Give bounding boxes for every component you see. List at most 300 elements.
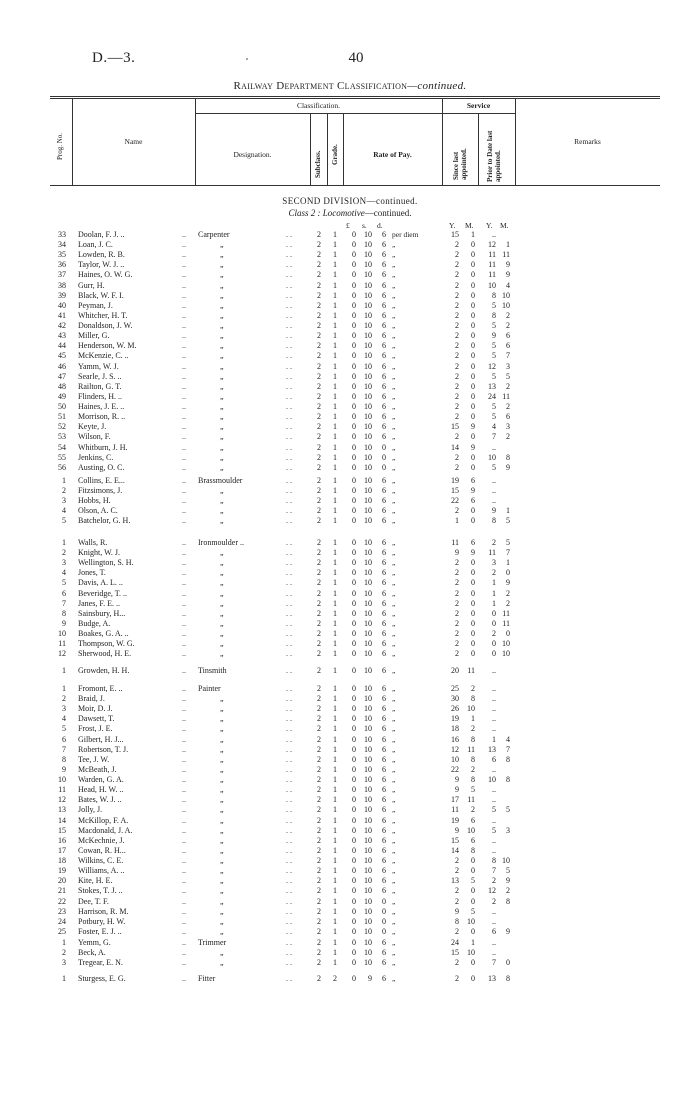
ly-cell: 2 bbox=[455, 310, 459, 320]
sub-cell: 2 bbox=[317, 649, 321, 659]
gr-cell: 1 bbox=[333, 866, 337, 876]
leader-dots: . . bbox=[286, 825, 292, 835]
s-cell: 10 bbox=[364, 649, 372, 659]
sub-cell: 2 bbox=[317, 558, 321, 568]
leader-dots: . . bbox=[286, 538, 292, 547]
d-cell: 6 bbox=[382, 684, 386, 693]
lm-cell: 0 bbox=[471, 300, 475, 310]
leader-dots: .. bbox=[182, 432, 186, 442]
s-cell: 10 bbox=[364, 568, 372, 578]
designation-cell: „ . . bbox=[220, 734, 292, 744]
header-remarks: Remarks bbox=[574, 137, 601, 146]
pm-cell: 2 bbox=[506, 321, 510, 331]
sub-cell: 2 bbox=[317, 926, 321, 936]
ly-cell: 2 bbox=[455, 331, 459, 341]
s-cell: 10 bbox=[364, 805, 372, 815]
l-cell: 0 bbox=[352, 734, 356, 744]
page-title-cont: —continued. bbox=[407, 80, 467, 92]
py-cell: 11 bbox=[488, 260, 496, 270]
leader-dots: .. bbox=[182, 916, 186, 926]
leader-dots: . . bbox=[286, 916, 292, 926]
leader-dots: .. bbox=[182, 496, 186, 506]
pm-cell: 10 bbox=[502, 300, 510, 310]
prog-no-cell: 36 bbox=[58, 260, 66, 270]
leader-dots: .. bbox=[182, 230, 186, 239]
s-cell: 10 bbox=[364, 754, 372, 764]
unit-months-prior: M. bbox=[500, 221, 509, 230]
per-cell: „ bbox=[392, 876, 396, 886]
name-cell: Frost, J. E. .. bbox=[78, 724, 186, 734]
pm-cell: 11 bbox=[502, 618, 510, 628]
leader-dots: . . bbox=[286, 886, 292, 896]
prog-no-cell: 24 bbox=[58, 916, 66, 926]
prog-no-cell: 55 bbox=[58, 452, 66, 462]
per-cell: „ bbox=[392, 402, 396, 412]
per-cell: „ bbox=[392, 734, 396, 744]
d-cell: 6 bbox=[382, 785, 386, 795]
py-cell: .. bbox=[492, 714, 496, 724]
leader-dots: . . bbox=[286, 845, 292, 855]
pm-cell: 1 bbox=[506, 506, 510, 516]
s-cell: 10 bbox=[364, 341, 372, 351]
l-cell: 0 bbox=[352, 845, 356, 855]
ly-cell: 2 bbox=[455, 578, 459, 588]
sub-cell: 2 bbox=[317, 815, 321, 825]
s-cell: 10 bbox=[364, 442, 372, 452]
leader-dots: .. bbox=[182, 866, 186, 876]
leader-dots: .. bbox=[182, 310, 186, 320]
prog-no-cell: 17 bbox=[58, 845, 66, 855]
sub-cell: 2 bbox=[317, 548, 321, 558]
designation-cell: Painter . . bbox=[198, 684, 292, 693]
ly-cell: 2 bbox=[455, 568, 459, 578]
pm-cell: 5 bbox=[506, 538, 510, 547]
ly-cell: 16 bbox=[451, 734, 459, 744]
sub-cell: 2 bbox=[317, 432, 321, 442]
leader-dots: . . bbox=[286, 442, 292, 452]
s-cell: 10 bbox=[364, 391, 372, 401]
gr-cell: 1 bbox=[333, 442, 337, 452]
l-cell: 0 bbox=[352, 486, 356, 496]
sub-cell: 2 bbox=[317, 578, 321, 588]
lm-cell: 5 bbox=[471, 876, 475, 886]
ly-cell: 30 bbox=[451, 694, 459, 704]
unit-years-last: Y. bbox=[449, 221, 456, 230]
designation-cell: „ . . bbox=[220, 381, 292, 391]
leader-dots: .. bbox=[182, 845, 186, 855]
gr-cell: 1 bbox=[333, 452, 337, 462]
per-cell: „ bbox=[392, 486, 396, 496]
lm-cell: 0 bbox=[471, 270, 475, 280]
py-cell: 5 bbox=[492, 351, 496, 361]
unit-years-prior: Y. bbox=[486, 221, 493, 230]
designation-cell: „ . . bbox=[220, 876, 292, 886]
sub-cell: 2 bbox=[317, 775, 321, 785]
leader-dots: .. bbox=[182, 639, 186, 649]
gr-cell: 1 bbox=[333, 476, 337, 485]
lm-cell: 0 bbox=[471, 896, 475, 906]
name-cell: Braid, J. .. bbox=[78, 694, 186, 704]
s-cell: 10 bbox=[364, 825, 372, 835]
gr-cell: 1 bbox=[333, 886, 337, 896]
d-cell: 6 bbox=[382, 402, 386, 412]
name-cell: Budge, A. .. bbox=[78, 618, 186, 628]
pm-cell: 3 bbox=[506, 825, 510, 835]
lm-cell: 6 bbox=[471, 815, 475, 825]
l-cell: 0 bbox=[352, 300, 356, 310]
leader-dots: . . bbox=[286, 906, 292, 916]
table-row bbox=[0, 957, 700, 968]
pm-cell: 6 bbox=[506, 412, 510, 422]
leader-dots: . . bbox=[286, 300, 292, 310]
d-cell: 6 bbox=[382, 764, 386, 774]
ly-cell: 2 bbox=[455, 381, 459, 391]
gr-cell: 1 bbox=[333, 694, 337, 704]
l-cell: 0 bbox=[352, 578, 356, 588]
sub-cell: 2 bbox=[317, 476, 321, 485]
gr-cell: 1 bbox=[333, 684, 337, 693]
l-cell: 0 bbox=[352, 938, 356, 947]
s-cell: 10 bbox=[364, 714, 372, 724]
lm-cell: 11 bbox=[467, 744, 475, 754]
d-cell: 6 bbox=[382, 516, 386, 526]
l-cell: 0 bbox=[352, 684, 356, 693]
gr-cell: 1 bbox=[333, 516, 337, 526]
py-cell: 13 bbox=[488, 381, 496, 391]
per-cell: „ bbox=[392, 290, 396, 300]
lm-cell: 8 bbox=[471, 775, 475, 785]
lm-cell: 0 bbox=[471, 558, 475, 568]
designation-cell: „ . . bbox=[220, 331, 292, 341]
designation-cell: „ . . bbox=[220, 639, 292, 649]
ly-cell: 15 bbox=[451, 486, 459, 496]
ly-cell: 10 bbox=[451, 754, 459, 764]
ly-cell: 2 bbox=[455, 462, 459, 472]
gr-cell: 1 bbox=[333, 321, 337, 331]
l-cell: 0 bbox=[352, 906, 356, 916]
lm-cell: 5 bbox=[471, 906, 475, 916]
d-cell: 6 bbox=[382, 300, 386, 310]
lm-cell: 0 bbox=[471, 974, 475, 983]
ly-cell: 2 bbox=[455, 866, 459, 876]
gr-cell: 1 bbox=[333, 391, 337, 401]
ly-cell: 2 bbox=[455, 280, 459, 290]
designation-cell: „ . . bbox=[220, 290, 292, 300]
leader-dots: .. bbox=[182, 835, 186, 845]
header-since-last: Since last appointed. bbox=[452, 148, 468, 180]
leader-dots: .. bbox=[182, 785, 186, 795]
sub-cell: 2 bbox=[317, 704, 321, 714]
ly-cell: 2 bbox=[455, 371, 459, 381]
class-suffix: —continued. bbox=[364, 208, 412, 218]
gr-cell: 1 bbox=[333, 240, 337, 250]
s-cell: 10 bbox=[364, 280, 372, 290]
gr-cell: 1 bbox=[333, 331, 337, 341]
pm-cell: 2 bbox=[506, 310, 510, 320]
leader-dots: . . bbox=[286, 876, 292, 886]
designation-cell: „ . . bbox=[220, 724, 292, 734]
ly-cell: 2 bbox=[455, 290, 459, 300]
pm-cell: 4 bbox=[506, 280, 510, 290]
prog-no-cell: 4 bbox=[62, 714, 66, 724]
ly-cell: 15 bbox=[451, 422, 459, 432]
name-cell: Olson, A. C. .. bbox=[78, 506, 186, 516]
l-cell: 0 bbox=[352, 666, 356, 675]
leader-dots: . . bbox=[286, 608, 292, 618]
s-cell: 10 bbox=[364, 250, 372, 260]
sub-cell: 2 bbox=[317, 351, 321, 361]
ly-cell: 19 bbox=[451, 815, 459, 825]
gr-cell: 1 bbox=[333, 938, 337, 947]
d-cell: 6 bbox=[382, 230, 386, 239]
sub-cell: 2 bbox=[317, 734, 321, 744]
designation-cell: „ . . bbox=[220, 608, 292, 618]
pm-cell: 0 bbox=[506, 568, 510, 578]
s-cell: 10 bbox=[364, 886, 372, 896]
lm-cell: 0 bbox=[471, 371, 475, 381]
py-cell: .. bbox=[492, 815, 496, 825]
l-cell: 0 bbox=[352, 629, 356, 639]
table-row bbox=[0, 462, 700, 473]
per-cell: „ bbox=[392, 391, 396, 401]
designation-cell: „ . . bbox=[220, 598, 292, 608]
lm-cell: 9 bbox=[471, 422, 475, 432]
name-cell: Gilbert, H. J... .. bbox=[78, 734, 186, 744]
d-cell: 6 bbox=[382, 694, 386, 704]
py-cell: 1 bbox=[492, 598, 496, 608]
leader-dots: .. bbox=[182, 240, 186, 250]
name-cell: Jenkins, C. .. bbox=[78, 452, 186, 462]
name-cell: Haines, J. E. .. .. bbox=[78, 402, 186, 412]
header-subclass: Subclass. bbox=[314, 150, 322, 178]
sub-cell: 2 bbox=[317, 974, 321, 983]
lm-cell: 0 bbox=[471, 250, 475, 260]
s-cell: 9 bbox=[368, 974, 372, 983]
designation-cell: „ . . bbox=[220, 506, 292, 516]
per-cell: „ bbox=[392, 775, 396, 785]
s-cell: 10 bbox=[364, 734, 372, 744]
s-cell: 10 bbox=[364, 856, 372, 866]
prog-no-cell: 9 bbox=[62, 618, 66, 628]
sub-cell: 2 bbox=[317, 694, 321, 704]
designation-cell: „ . . bbox=[220, 916, 292, 926]
d-cell: 0 bbox=[382, 442, 386, 452]
ly-cell: 2 bbox=[455, 432, 459, 442]
designation-cell: „ . . bbox=[220, 516, 292, 526]
prog-no-cell: 1 bbox=[62, 476, 66, 485]
gr-cell: 1 bbox=[333, 876, 337, 886]
per-cell: „ bbox=[392, 331, 396, 341]
sub-cell: 2 bbox=[317, 876, 321, 886]
py-cell: 8 bbox=[492, 290, 496, 300]
s-cell: 10 bbox=[364, 310, 372, 320]
sub-cell: 2 bbox=[317, 835, 321, 845]
py-cell: .. bbox=[492, 785, 496, 795]
lm-cell: 0 bbox=[471, 568, 475, 578]
prog-no-cell: 51 bbox=[58, 412, 66, 422]
l-cell: 0 bbox=[352, 694, 356, 704]
designation-cell: „ . . bbox=[220, 805, 292, 815]
lm-cell: 0 bbox=[471, 618, 475, 628]
d-cell: 6 bbox=[382, 568, 386, 578]
d-cell: 6 bbox=[382, 486, 386, 496]
pm-cell: 9 bbox=[506, 876, 510, 886]
leader-dots: .. bbox=[182, 568, 186, 578]
s-cell: 10 bbox=[364, 629, 372, 639]
pm-cell: 0 bbox=[506, 629, 510, 639]
designation-cell: „ . . bbox=[220, 341, 292, 351]
leader-dots: .. bbox=[182, 906, 186, 916]
designation-cell: „ . . bbox=[220, 856, 292, 866]
leader-dots: .. bbox=[182, 805, 186, 815]
prog-no-cell: 48 bbox=[58, 381, 66, 391]
l-cell: 0 bbox=[352, 974, 356, 983]
ly-cell: 2 bbox=[455, 588, 459, 598]
s-cell: 10 bbox=[364, 694, 372, 704]
lm-cell: 0 bbox=[471, 856, 475, 866]
leader-dots: .. bbox=[182, 381, 186, 391]
leader-dots: . . bbox=[286, 724, 292, 734]
leader-dots: . . bbox=[286, 310, 292, 320]
s-cell: 10 bbox=[364, 240, 372, 250]
per-cell: „ bbox=[392, 886, 396, 896]
name-cell: Boakes, G. A. .. .. bbox=[78, 629, 186, 639]
s-cell: 10 bbox=[364, 764, 372, 774]
lm-cell: 0 bbox=[471, 926, 475, 936]
d-cell: 6 bbox=[382, 948, 386, 958]
pm-cell: 11 bbox=[502, 391, 510, 401]
py-cell: .. bbox=[492, 442, 496, 452]
py-cell: .. bbox=[492, 230, 496, 239]
sub-cell: 2 bbox=[317, 588, 321, 598]
leader-dots: . . bbox=[286, 548, 292, 558]
s-cell: 10 bbox=[364, 938, 372, 947]
designation-cell: „ . . bbox=[220, 391, 292, 401]
l-cell: 0 bbox=[352, 608, 356, 618]
prog-no-cell: 6 bbox=[62, 588, 66, 598]
lm-cell: 0 bbox=[471, 432, 475, 442]
sub-cell: 2 bbox=[317, 598, 321, 608]
sub-cell: 2 bbox=[317, 906, 321, 916]
l-cell: 0 bbox=[352, 886, 356, 896]
s-cell: 10 bbox=[364, 608, 372, 618]
pm-cell: 9 bbox=[506, 270, 510, 280]
l-cell: 0 bbox=[352, 825, 356, 835]
py-cell: 10 bbox=[488, 775, 496, 785]
sub-cell: 2 bbox=[317, 300, 321, 310]
l-cell: 0 bbox=[352, 476, 356, 485]
py-cell: .. bbox=[492, 906, 496, 916]
py-cell: .. bbox=[492, 486, 496, 496]
gr-cell: 1 bbox=[333, 230, 337, 239]
prog-no-cell: 7 bbox=[62, 598, 66, 608]
leader-dots: . . bbox=[286, 321, 292, 331]
prog-no-cell: 50 bbox=[58, 402, 66, 412]
ly-cell: 2 bbox=[455, 351, 459, 361]
d-cell: 6 bbox=[382, 496, 386, 506]
s-cell: 10 bbox=[364, 866, 372, 876]
per-cell: „ bbox=[392, 422, 396, 432]
gr-cell: 1 bbox=[333, 280, 337, 290]
pm-cell: 6 bbox=[506, 331, 510, 341]
py-cell: 8 bbox=[492, 856, 496, 866]
ly-cell: 1 bbox=[455, 516, 459, 526]
s-cell: 10 bbox=[364, 588, 372, 598]
prog-no-cell: 11 bbox=[58, 639, 66, 649]
lm-cell: 0 bbox=[471, 866, 475, 876]
s-cell: 10 bbox=[364, 290, 372, 300]
gr-cell: 1 bbox=[333, 639, 337, 649]
prog-no-cell: 1 bbox=[62, 538, 66, 547]
gr-cell: 1 bbox=[333, 351, 337, 361]
name-cell: Donaldson, J. W. .. bbox=[78, 321, 186, 331]
per-cell: „ bbox=[392, 516, 396, 526]
lm-cell: 0 bbox=[471, 331, 475, 341]
gr-cell: 1 bbox=[333, 845, 337, 855]
name-cell: Doolan, F. J. .. .. bbox=[78, 230, 186, 239]
py-cell: 5 bbox=[492, 300, 496, 310]
lm-cell: 6 bbox=[471, 835, 475, 845]
s-cell: 10 bbox=[364, 260, 372, 270]
ly-cell: 2 bbox=[455, 412, 459, 422]
prog-no-cell: 1 bbox=[62, 666, 66, 675]
pm-cell: 2 bbox=[506, 402, 510, 412]
prog-no-cell: 5 bbox=[62, 578, 66, 588]
lm-cell: 8 bbox=[471, 694, 475, 704]
prog-no-cell: 2 bbox=[62, 548, 66, 558]
sub-cell: 2 bbox=[317, 724, 321, 734]
gr-cell: 1 bbox=[333, 764, 337, 774]
py-cell: 12 bbox=[488, 240, 496, 250]
name-cell: Jolly, J. .. bbox=[78, 805, 186, 815]
designation-cell: „ . . bbox=[220, 694, 292, 704]
d-cell: 6 bbox=[382, 280, 386, 290]
ly-cell: 2 bbox=[455, 270, 459, 280]
leader-dots: . . bbox=[286, 351, 292, 361]
d-cell: 6 bbox=[382, 775, 386, 785]
gr-cell: 1 bbox=[333, 754, 337, 764]
s-cell: 10 bbox=[364, 506, 372, 516]
designation-cell: „ . . bbox=[220, 896, 292, 906]
gr-cell: 1 bbox=[333, 744, 337, 754]
leader-dots: . . bbox=[286, 240, 292, 250]
designation-cell: „ . . bbox=[220, 958, 292, 968]
prog-no-cell: 46 bbox=[58, 361, 66, 371]
name-cell: Wilson, F. .. bbox=[78, 432, 186, 442]
per-cell: „ bbox=[392, 926, 396, 936]
py-cell: 0 bbox=[492, 618, 496, 628]
leader-dots: . . bbox=[286, 516, 292, 526]
l-cell: 0 bbox=[352, 795, 356, 805]
ly-cell: 11 bbox=[451, 805, 459, 815]
name-cell: Foster, E. J. .. .. bbox=[78, 926, 186, 936]
pm-cell: 7 bbox=[506, 548, 510, 558]
leader-dots: .. bbox=[182, 704, 186, 714]
py-cell: .. bbox=[492, 764, 496, 774]
leader-dots: .. bbox=[182, 608, 186, 618]
prog-no-cell: 41 bbox=[58, 310, 66, 320]
pm-cell: 9 bbox=[506, 926, 510, 936]
prog-no-cell: 38 bbox=[58, 280, 66, 290]
s-cell: 10 bbox=[364, 744, 372, 754]
leader-dots: .. bbox=[182, 331, 186, 341]
leader-dots: .. bbox=[182, 371, 186, 381]
leader-dots: .. bbox=[182, 714, 186, 724]
gr-cell: 1 bbox=[333, 506, 337, 516]
ly-cell: 2 bbox=[455, 926, 459, 936]
leader-dots: .. bbox=[182, 260, 186, 270]
per-cell: „ bbox=[392, 938, 396, 947]
